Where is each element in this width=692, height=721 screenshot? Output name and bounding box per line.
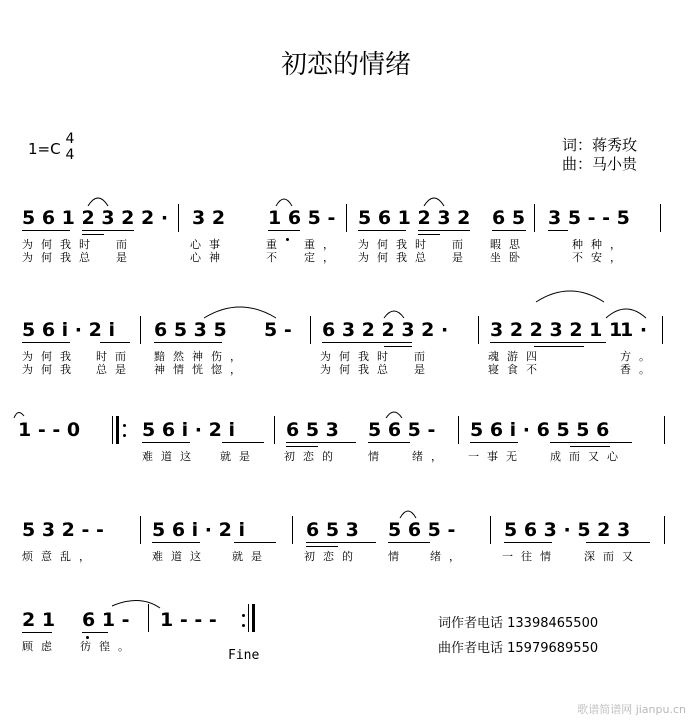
slur (386, 412, 402, 418)
note-group: 3 2 (192, 207, 226, 229)
lyric: 不安， (572, 251, 629, 264)
note-group: 6 5 3 (306, 519, 359, 541)
tie (204, 307, 276, 318)
note-group: 5 6 5 - (388, 519, 456, 541)
lyric: 初恋的 (284, 450, 341, 463)
slur (536, 291, 604, 302)
lyric: 暇思 (490, 238, 528, 251)
lyric: 重， (304, 238, 342, 251)
lyric: 心神 (190, 251, 228, 264)
lyric: 就是 (220, 450, 258, 463)
note-group: 5 6 1 2 3 2 2 · (22, 207, 169, 229)
tie (606, 309, 646, 318)
lyric: 是 (116, 251, 135, 264)
lyric: 一往情 (502, 550, 559, 563)
note-group: 1 - - - (160, 609, 217, 631)
lyric: 为何我总 (22, 251, 98, 264)
note-group: 5 6 1 2 3 2 (358, 207, 471, 229)
lyric: 为何我总 (320, 363, 396, 376)
note-group: 6 5 (492, 207, 526, 229)
lyric: 为何我 (22, 363, 79, 376)
lyric: 为何我时 (320, 350, 396, 363)
note-group: 6 3 2 2 3 2 · (322, 319, 449, 341)
lyric: 彷徨。 (80, 640, 137, 653)
lyric: 难道这 (152, 550, 209, 563)
composer-phone: 曲作者电话 15979689550 (438, 641, 599, 656)
time-signature-top: 4 (65, 131, 75, 147)
lyric: 香。 (620, 363, 658, 376)
note-group: 5 6 5 - (368, 419, 436, 441)
tie (112, 600, 160, 608)
note-group: 3 2 2 3 2 1 1 (490, 319, 623, 341)
note-group: 5 6 i · 2 i (152, 519, 245, 541)
note-group: 2 1 (22, 609, 56, 631)
lyric: 魂游四 (488, 350, 545, 363)
lyric: 方。 (620, 350, 658, 363)
lyric: 是 (452, 251, 471, 264)
lyric: 重 (266, 238, 285, 251)
note-group: 5 6 i · 2 i (22, 319, 115, 341)
lyric: 情 (388, 550, 407, 563)
slur (384, 311, 404, 318)
time-signature-bottom: 4 (65, 147, 75, 163)
slur (400, 511, 416, 518)
note-group: 5 3 2 - - (22, 519, 104, 541)
lyric: 总是 (96, 363, 134, 376)
lyric: 为何我 (22, 350, 79, 363)
lyric: 而 (116, 238, 135, 251)
lyric: 为何我时 (358, 238, 434, 251)
lyric: 黯然神伤， (154, 350, 249, 363)
note-group: 5 6 i · 2 i (142, 419, 235, 441)
tie (14, 412, 24, 418)
note-group: 5 - (264, 319, 292, 341)
lyric: 而 (414, 350, 433, 363)
lyric: 为何我总 (358, 251, 434, 264)
lyricist-credit: 词：蒋秀玫 (562, 136, 638, 154)
lyric: 种种， (572, 238, 629, 251)
note-group: 1 6 5 - (268, 207, 336, 229)
lyric: 深而又 (584, 550, 641, 563)
lyric: 心事 (190, 238, 228, 251)
note-group: 1 - - 0 (18, 419, 81, 441)
note-group: 6 1 - (82, 609, 130, 631)
lyric: 是 (414, 363, 433, 376)
note-group: 6 5 3 (286, 419, 339, 441)
lyric: 烦意乱， (22, 550, 98, 563)
key-signature: 1=C (28, 140, 61, 158)
lyric: 绪， (430, 550, 468, 563)
song-title: 初恋的情绪 (280, 50, 411, 80)
slur (88, 198, 108, 206)
slur (276, 199, 292, 206)
lyric: 一事无 (468, 450, 525, 463)
note-group: 6 5 3 5 (154, 319, 227, 341)
lyric: 就是 (232, 550, 270, 563)
note-group: 3 5 - - 5 (548, 207, 630, 229)
lyric: 绪， (412, 450, 450, 463)
lyric: 不 (266, 251, 285, 264)
lyric: 为何我时 (22, 238, 98, 251)
fine-marking: Fine (228, 648, 260, 663)
slur (424, 198, 444, 206)
lyric: 而 (452, 238, 471, 251)
composer-credit: 曲：马小贵 (562, 155, 638, 173)
lyric: 初恋的 (304, 550, 361, 563)
lyric: 定， (304, 251, 342, 264)
lyric: 坐卧 (490, 251, 528, 264)
lyric: 难道这 (142, 450, 199, 463)
lyric: 时而 (96, 350, 134, 363)
note-group: 1 · (620, 319, 648, 341)
lyric: 情 (368, 450, 387, 463)
lyric: 顾虑 (22, 640, 60, 653)
watermark: 歌谱简谱网 jianpu.cn (577, 703, 686, 716)
note-group: 5 6 i · 6 5 5 6 (470, 419, 610, 441)
lyric: 成而又心 (550, 450, 626, 463)
lyricist-phone: 词作者电话 13398465500 (438, 616, 599, 631)
note-group: 5 6 3 · 5 2 3 (504, 519, 631, 541)
lyric: 寝食不 (488, 363, 545, 376)
lyric: 神情恍惚， (154, 363, 249, 376)
